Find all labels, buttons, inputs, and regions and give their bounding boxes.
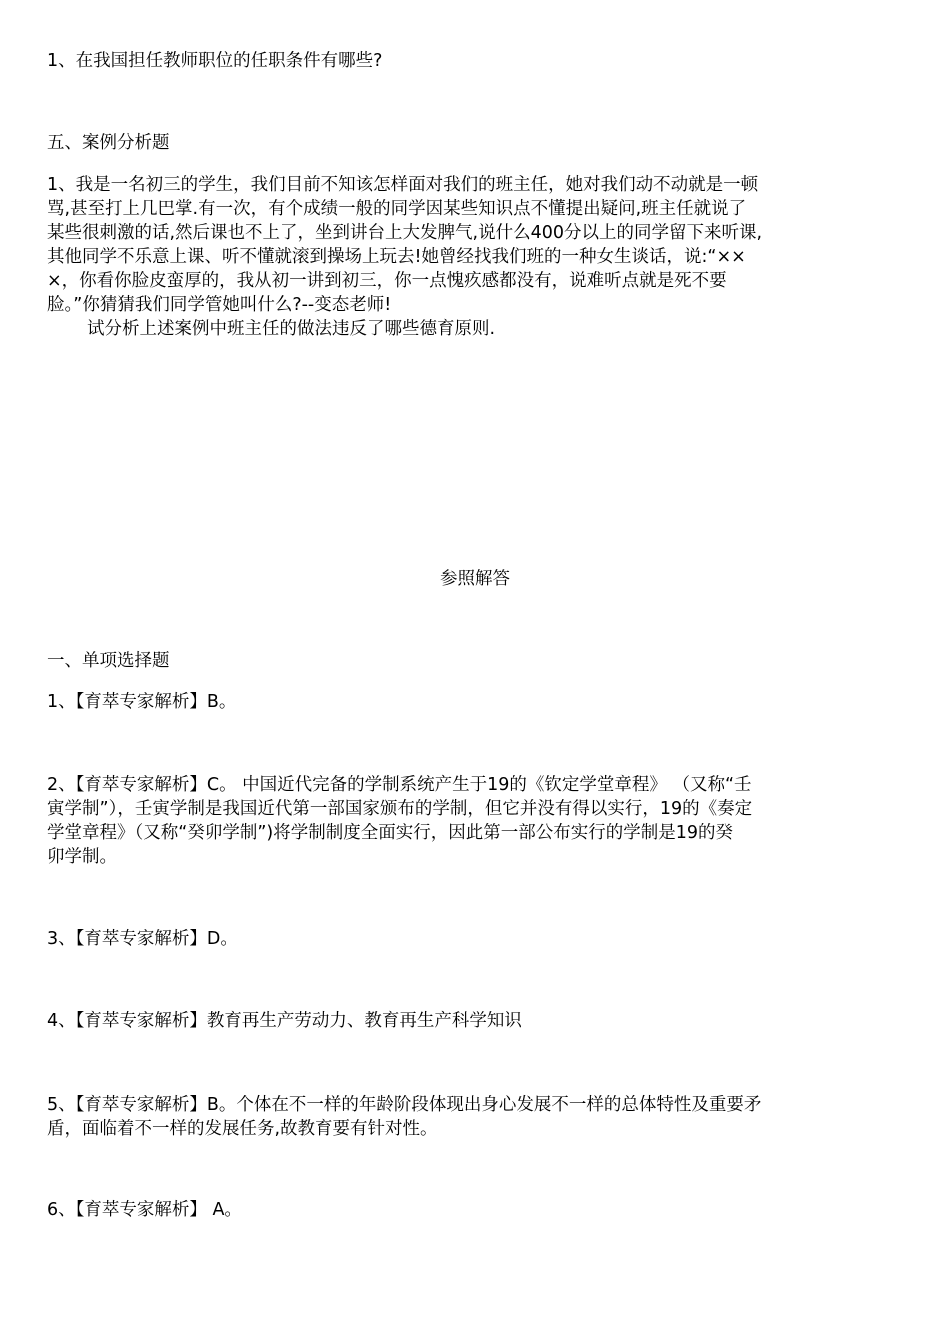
answer-2-line: 学堂章程》（又称“癸卯学制”)将学制制度全面实行，因此第一部公布实行的学制是19的癸 bbox=[47, 823, 733, 843]
answer-5-line: 盾，面临着不一样的发展任务,故教育要有针对性。 bbox=[47, 1119, 438, 1139]
answer-2-line: 卯学制。 bbox=[47, 847, 117, 867]
answer-2-line: 2、【育萃专家解析】C。 中国近代完备的学制系统产生于19的《钦定学堂章程》 （又称“壬 bbox=[47, 775, 752, 795]
answer-3: 3、【育萃专家解析】D。 bbox=[47, 929, 238, 949]
answer-2-line: 寅学制”），壬寅学制是我国近代第一部国家颁布的学制，但它并没有得以实行，19的《奏定 bbox=[47, 799, 753, 819]
answer-6: 6、【育萃专家解析】 A。 bbox=[47, 1200, 242, 1220]
case-1-line: 1、我是一名初三的学生，我们目前不知该怎样面对我们的班主任，她对我们动不动就是一顿 bbox=[47, 175, 759, 195]
case-1-line: 脸。”你猜猜我们同学管她叫什么?--变态老师! bbox=[47, 295, 392, 315]
case-1-line: ×，你看你脸皮蛮厚的，我从初一讲到初三，你一点愧疚感都没有，说难听点就是死不要 bbox=[47, 271, 727, 291]
section-5-title: 五、案例分析题 bbox=[47, 133, 170, 153]
case-1-line: 骂,甚至打上几巴掌.有一次，有个成绩一般的同学因某些知识点不懂提出疑问,班主任就说了 bbox=[47, 199, 747, 219]
section-1-title: 一、单项选择题 bbox=[47, 651, 170, 671]
answer-5 bbox=[47, 1093, 907, 1141]
answer-2 bbox=[47, 773, 907, 869]
case-1-question: 试分析上述案例中班主任的做法违反了哪些德育原则. bbox=[87, 319, 496, 339]
case-1-line: 某些很刺激的话,然后课也不上了，坐到讲台上大发脾气,说什么400分以上的同学留下来听课, bbox=[47, 223, 763, 243]
question-1: 1、在我国担任教师职位的任职条件有哪些? bbox=[47, 51, 383, 71]
answer-4: 4、【育萃专家解析】教育再生产劳动力、教育再生产科学知识 bbox=[47, 1011, 522, 1031]
answer-1: 1、【育萃专家解析】B。 bbox=[47, 692, 237, 712]
reference-title: 参照解答 bbox=[440, 569, 510, 589]
case-1-paragraph bbox=[47, 173, 907, 341]
answer-5-line: 5、【育萃专家解析】B。个体在不一样的年龄阶段体现出身心发展不一样的总体特性及重要矛 bbox=[47, 1095, 762, 1115]
case-1-line: 其他同学不乐意上课、听不懂就滚到操场上玩去!她曾经找我们班的一种女生谈话，说:“×× bbox=[47, 247, 746, 267]
